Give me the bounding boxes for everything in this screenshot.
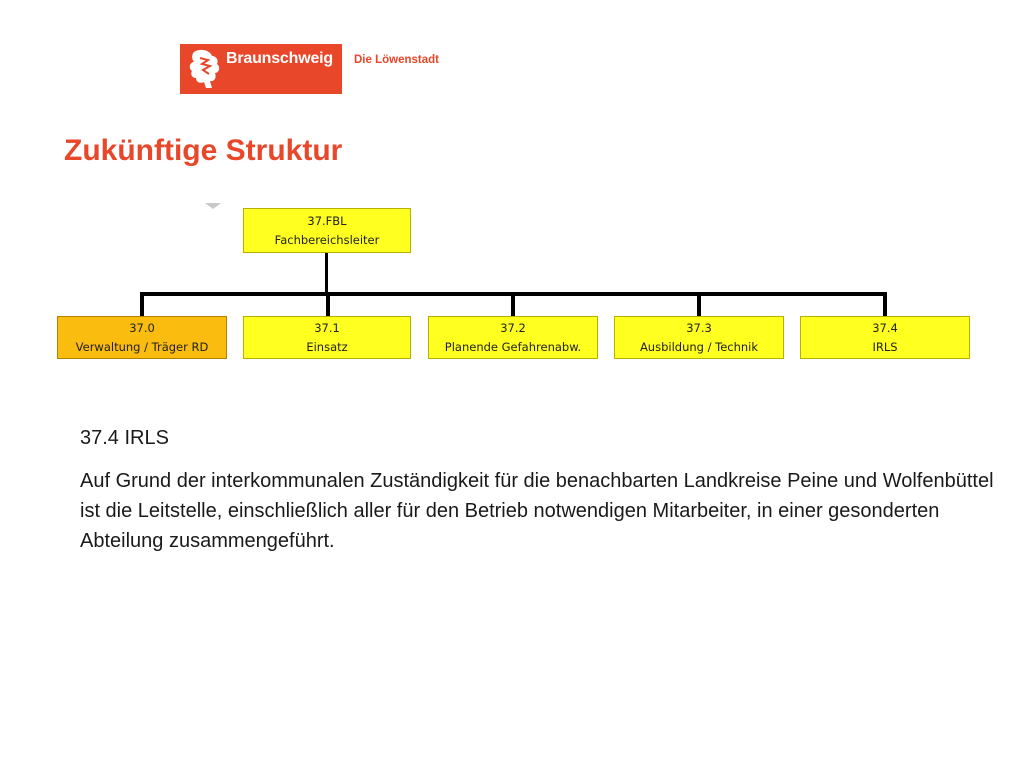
org-box-code: 37.4 — [872, 320, 898, 335]
section-body: Auf Grund der interkommunalen Zuständigkeit für die benachbarten Landkreise Peine und Wolfenbüttel ist die Leitstelle, einschließlich aller für den Betrieb notwendigen Mitarbeiter, in einer gesonderten Abteilung zusammengeführt. — [80, 470, 994, 552]
org-box-code: 37.1 — [314, 320, 340, 335]
connector-child-1 — [326, 292, 330, 316]
org-box-label: Planende Gefahrenabw. — [444, 339, 582, 354]
org-box-code: 37.FBL — [307, 213, 347, 228]
connector-child-0 — [140, 292, 144, 316]
org-box-code: 37.3 — [686, 320, 712, 335]
org-box-37-1 — [243, 316, 411, 359]
org-box-code: 37.2 — [500, 320, 526, 335]
section-heading: 37.4 IRLS — [80, 427, 169, 449]
org-box-code: 37.0 — [129, 320, 155, 335]
org-box-37-3 — [614, 316, 784, 359]
page-title: Zukünftige Struktur — [64, 134, 343, 167]
org-box-37-0 — [57, 316, 227, 359]
connector-child-4 — [883, 292, 887, 316]
connector-root-down — [325, 252, 328, 294]
org-box-label: Fachbereichsleiter — [274, 232, 380, 247]
org-box-37-2 — [428, 316, 598, 359]
connector-child-3 — [697, 292, 701, 316]
org-box-label: IRLS — [872, 339, 898, 354]
org-box-label: Verwaltung / Träger RD — [75, 339, 209, 354]
logo-tagline: Die Löwenstadt — [354, 54, 439, 66]
org-box-37-4 — [800, 316, 970, 359]
org-box-label: Ausbildung / Technik — [639, 339, 759, 354]
org-box-root — [243, 208, 411, 253]
org-box-label: Einsatz — [306, 339, 348, 354]
logo-name: Braunschweig — [226, 50, 333, 67]
connector-child-2 — [511, 292, 515, 316]
